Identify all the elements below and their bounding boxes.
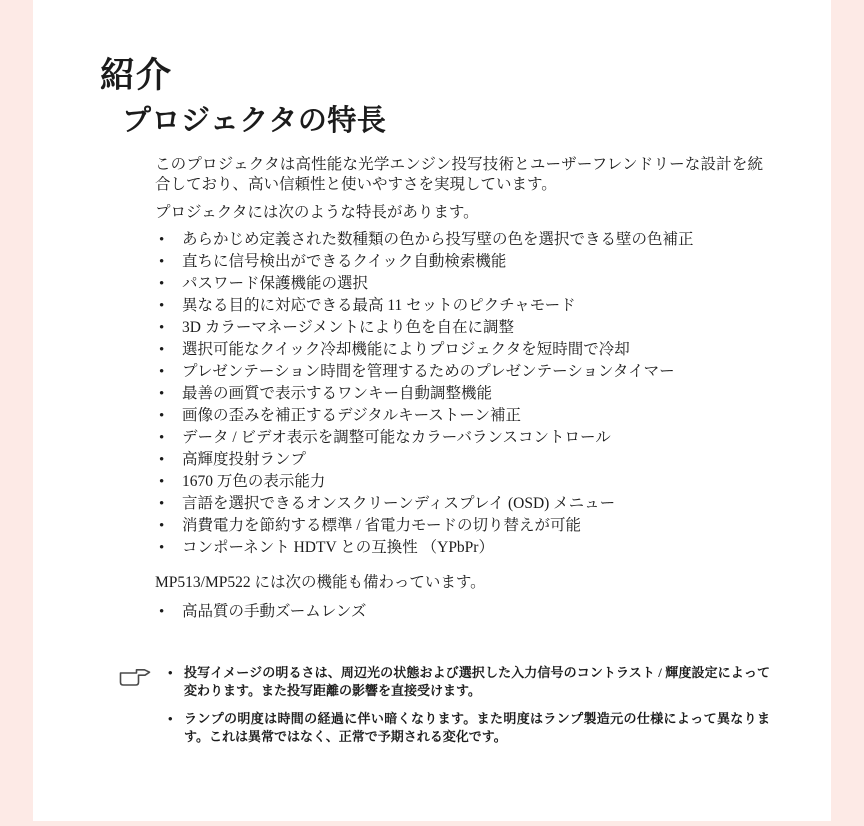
feature-item: • 高品質の手動ズームレンズ — [182, 601, 864, 623]
intro-paragraph: このプロジェクタは高性能な光学エンジン投写技術とユーザーフレンドリーな設計を統合しており、高い信頼性と使いやすさを実現しています。 — [155, 156, 763, 193]
feature-item: • 選択可能なクイック冷却機能によりプロジェクタを短時間で冷却 — [182, 339, 864, 361]
feature-item: • 3D カラーマネージメントにより色を自在に調整 — [182, 317, 864, 339]
feature-item: • 消費電力を節約する標準 / 省電力モードの切り替えが可能 — [182, 515, 864, 537]
model-feature-list — [0, 601, 864, 623]
note-block — [116, 664, 864, 756]
feature-item: • あらかじめ定義された数種類の色から投写壁の色を選択できる壁の色補正 — [182, 229, 864, 251]
features-lead: プロジェクタには次のような特長があります。 — [155, 204, 479, 222]
feature-item: • 直ちに信号検出ができるクイック自動検索機能 — [182, 251, 864, 273]
feature-item: • プレゼンテーション時間を管理するためのプレゼンテーションタイマー — [182, 361, 864, 383]
page-heading: プロジェクタの特長 — [122, 104, 387, 137]
note-item: • ランプの明度は時間の経過に伴い暗くなります。また明度はランプ製造元の仕様によって異なります。これは異常ではなく、正常で予期される変化です。 — [184, 710, 770, 745]
feature-item: • 言語を選択できるオンスクリーンディスプレイ (OSD) メニュー — [182, 493, 864, 515]
models-lead: MP513/MP522 には次の機能も備わっています。 — [155, 573, 486, 591]
note-list — [160, 664, 770, 756]
page-border-bottom — [0, 821, 864, 826]
feature-item: • 高輝度投射ランプ — [182, 449, 864, 471]
feature-item: • 画像の歪みを補正するデジタルキーストーン補正 — [182, 405, 864, 427]
feature-list — [0, 229, 864, 559]
feature-item: • データ / ビデオ表示を調整可能なカラーバランスコントロール — [182, 427, 864, 449]
feature-item: • 異なる目的に対応できる最高 11 セットのピクチャモード — [182, 295, 864, 317]
section-title: 紹介 — [100, 56, 173, 95]
note-item: • 投写イメージの明るさは、周辺光の状態および選択した入力信号のコントラスト / 輝度設定によって変わります。また投写距離の影響を直接受けます。 — [184, 664, 770, 699]
feature-item: • パスワード保護機能の選択 — [182, 273, 864, 295]
feature-item: • 最善の画質で表示するワンキー自動調整機能 — [182, 383, 864, 405]
pointing-hand-icon — [116, 666, 152, 694]
feature-item: • コンポーネント HDTV との互換性 （YPbPr） — [182, 537, 864, 559]
feature-item: • 1670 万色の表示能力 — [182, 471, 864, 493]
